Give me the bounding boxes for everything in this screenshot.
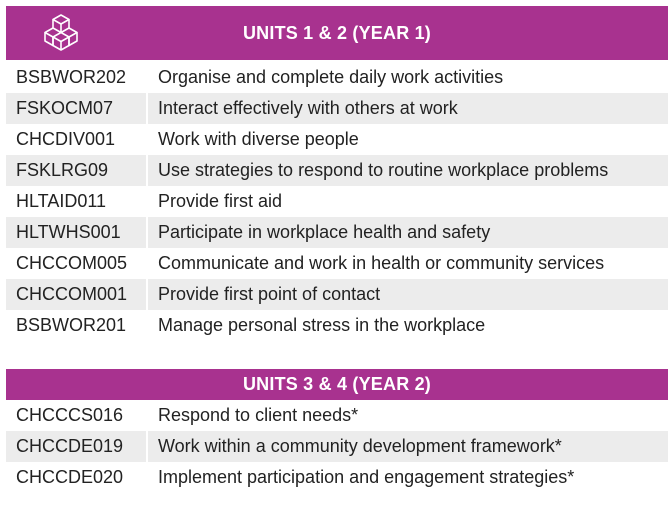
unit-code: FSKLRG09	[6, 155, 146, 186]
unit-description: Interact effectively with others at work	[148, 93, 668, 124]
unit-code: CHCCOM005	[6, 248, 146, 279]
units-table-year-1	[6, 62, 668, 341]
table-row	[6, 279, 668, 310]
unit-code: BSBWOR202	[6, 62, 146, 93]
unit-description: Organise and complete daily work activities	[148, 62, 668, 93]
table-row	[6, 310, 668, 341]
unit-description: Communicate and work in health or community services	[148, 248, 668, 279]
unit-code: CHCCDE020	[6, 462, 146, 493]
unit-code: HLTAID011	[6, 186, 146, 217]
unit-description: Implement participation and engagement strategies*	[148, 462, 668, 493]
unit-description: Provide first point of contact	[148, 279, 668, 310]
section-title: UNITS 1 & 2 (YEAR 1)	[242, 22, 432, 43]
unit-code: HLTWHS001	[6, 217, 146, 248]
table-row	[6, 462, 668, 493]
unit-code: FSKOCM07	[6, 93, 146, 124]
unit-description: Participate in workplace health and safety	[148, 217, 668, 248]
unit-description: Use strategies to respond to routine workplace problems	[148, 155, 668, 186]
section-header-year-2	[6, 369, 668, 400]
table-row	[6, 217, 668, 248]
unit-description: Provide first aid	[148, 186, 668, 217]
units-table-year-2	[6, 400, 668, 493]
section-header-year-1	[6, 6, 668, 60]
unit-description: Respond to client needs*	[148, 400, 668, 431]
table-row	[6, 124, 668, 155]
unit-code: CHCCCS016	[6, 400, 146, 431]
table-row	[6, 62, 668, 93]
unit-code: CHCDIV001	[6, 124, 146, 155]
table-row	[6, 155, 668, 186]
table-row	[6, 248, 668, 279]
unit-code: CHCCOM001	[6, 279, 146, 310]
table-row	[6, 186, 668, 217]
unit-description: Manage personal stress in the workplace	[148, 310, 668, 341]
section-title: UNITS 3 & 4 (YEAR 2)	[242, 374, 432, 394]
unit-code: BSBWOR201	[6, 310, 146, 341]
table-row	[6, 431, 668, 462]
table-row	[6, 93, 668, 124]
unit-description: Work with diverse people	[148, 124, 668, 155]
unit-code: CHCCDE019	[6, 431, 146, 462]
table-row	[6, 400, 668, 431]
unit-description: Work within a community development framework*	[148, 431, 668, 462]
stacked-cubes-icon	[40, 12, 82, 54]
